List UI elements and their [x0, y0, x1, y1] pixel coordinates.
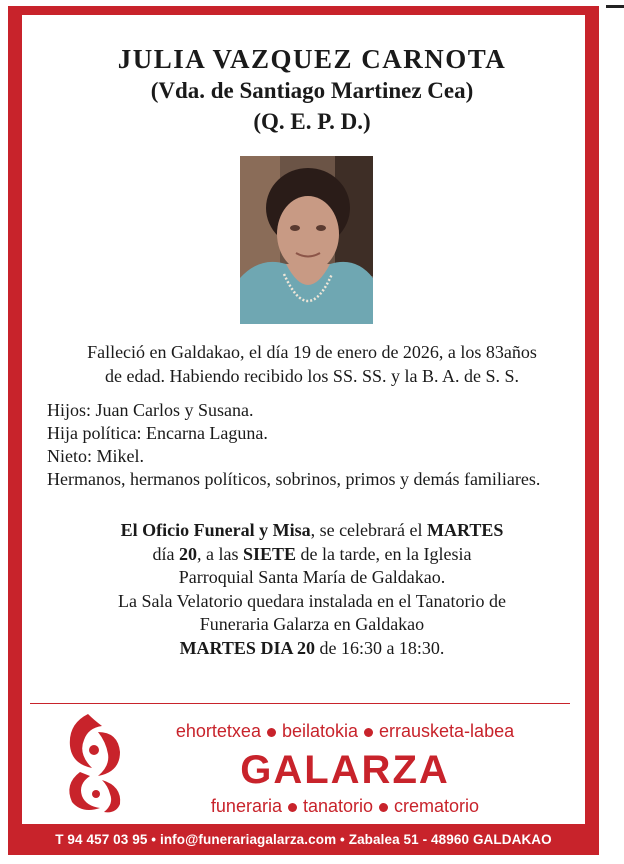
family-children: Hijos: Juan Carlos y Susana. — [47, 400, 254, 420]
qepd-line: (Q. E. P. D.) — [253, 109, 371, 134]
wake-date: MARTES DIA 20 — [179, 637, 315, 658]
brand-name: GALARZA — [240, 748, 450, 792]
portrait-photo — [240, 156, 373, 324]
tagline-errausketa: errausketa-labea — [379, 721, 515, 741]
bullet-icon — [364, 728, 373, 737]
service-line-3: Parroquial Santa María de Galdakao. — [178, 567, 446, 587]
wake-time: de 16:30 a 18:30. — [314, 637, 445, 658]
service-line-1 — [0, 519, 624, 543]
contact-footer: T 94 457 03 95 • info@funerariagalarza.com • Zabalea 51 - 48960 GALDAKAO — [8, 824, 599, 855]
tagline-tanatorio: tanatorio — [302, 796, 374, 816]
family-list — [47, 399, 557, 491]
service-line-5: Funeraria Galarza en Galdakao — [199, 614, 425, 634]
service-text-2a: día — [152, 543, 180, 564]
service-line-4: La Sala Velatorio quedara instalada en el Tanatorio de — [118, 590, 506, 611]
family-grandson: Nieto: Mikel. — [47, 446, 144, 466]
service-details — [0, 519, 624, 660]
death-line-2: de edad. Habiendo recibido los SS. SS. y la B. A. de S. S. — [105, 366, 519, 386]
tagline-beilatokia: beilatokia — [281, 721, 359, 741]
tagline-bottom — [130, 796, 560, 817]
deceased-name: JULIA VAZQUEZ CARNOTA — [117, 44, 507, 74]
family-relatives: Hermanos, hermanos políticos, sobrinos, primos y demás familiares. — [47, 469, 541, 489]
tagline-top — [130, 721, 560, 742]
service-text-2b: , a las — [197, 543, 243, 564]
tagline-crematorio: crematorio — [394, 796, 480, 816]
bullet-icon — [267, 728, 276, 737]
corner-mark — [606, 5, 624, 8]
galarza-logo-icon — [58, 710, 130, 815]
service-line-2 — [0, 543, 624, 567]
tagline-ehortetxea: ehortetxea — [175, 721, 261, 741]
service-date: 20 — [179, 543, 198, 564]
service-text-1: , se celebrará el — [310, 520, 427, 540]
service-hour: SIETE — [243, 543, 297, 564]
widow-of-line: (Vda. de Santiago Martinez Cea) — [150, 78, 474, 103]
tagline-funeraria: funeraria — [210, 796, 282, 816]
death-line-1: Falleció en Galdakao, el día 19 de enero de 2026, a los 83años — [87, 342, 537, 362]
section-divider — [30, 703, 570, 704]
bullet-icon — [379, 803, 388, 812]
bullet-icon — [288, 803, 297, 812]
family-daughter-in-law: Hija política: Encarna Laguna. — [47, 423, 268, 443]
service-line-6 — [0, 637, 624, 661]
service-title: El Oficio Funeral y Misa — [120, 520, 311, 540]
service-day: MARTES — [427, 520, 504, 540]
service-text-2c: de la tarde, en la Iglesia — [296, 543, 472, 564]
